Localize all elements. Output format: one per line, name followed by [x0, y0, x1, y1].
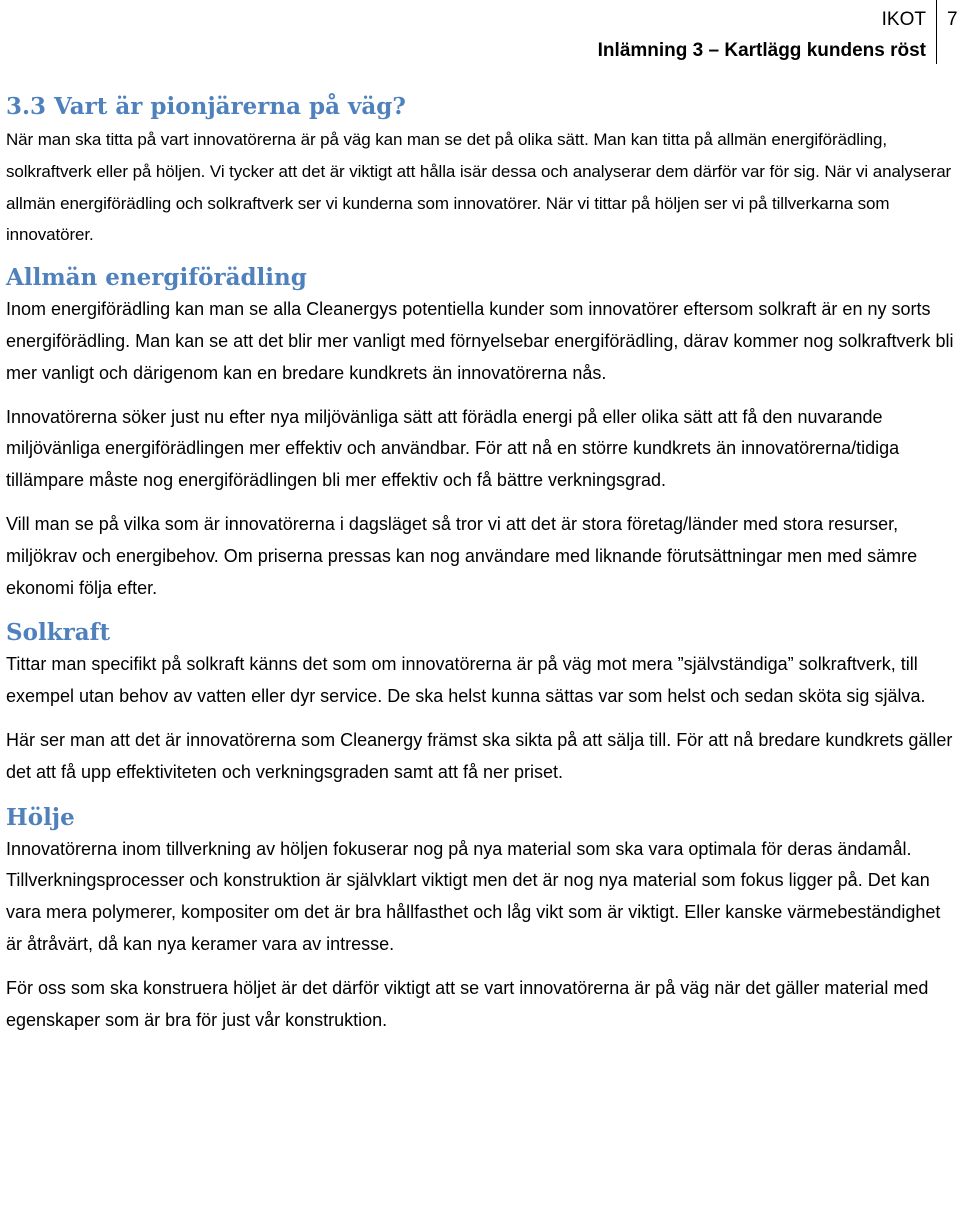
heading-casing: Hölje	[6, 803, 75, 831]
heading-energy: Allmän energiförädling	[6, 264, 307, 292]
casing-paragraph-1: Innovatörerna inom tillverkning av höljen fokuserar nog på nya material som ska vara optimala för deras ändamål. Tillverkningsprocesser och konstruktion är självklart viktigt men det är nog nya material som fokus ligger på. Det kan vara mera polymerer, kompositer om det är bra hållfasthet och låg vikt som är viktigt. Eller kanske värmebeständighet är åtråvärt, då kan nya keramer vara av intresse.	[6, 838, 941, 954]
header-org: IKOT	[881, 9, 926, 30]
casing-paragraph-2: För oss som ska konstruera höljet är det därför viktigt att se vart innovatörerna är på väg när det gäller material med egenskaper som är bra för just vår konstruktion.	[6, 977, 929, 1030]
solar-paragraph-1: Tittar man specifikt på solkraft känns det som om innovatörerna är på väg mot mera ”självständiga” solkraftverk, till exempel utan behov av vatten eller dyr service. De ska helst kunna sättas var som helst och sedan sköta sig själva.	[6, 654, 926, 707]
section-title: 3.3 Vart är pionjärerna på väg?	[6, 93, 406, 120]
document-body	[6, 92, 956, 1036]
page-header	[598, 4, 926, 66]
section-intro: När man ska titta på vart innovatörerna är på väg kan man se det på olika sätt. Man kan titta på allmän energiförädling, solkraftverk eller på höljen. Vi tycker att det är viktigt att hålla isär dessa och analyserar dem därför var för sig. När vi analyserar allmän energiförädling och solkraftverk ser vi kunderna som innovatörer. När vi tittar på höljen ser vi på tillverkarna som innovatörer.	[6, 130, 952, 245]
heading-solar: Solkraft	[6, 619, 111, 647]
solar-paragraph-2: Här ser man att det är innovatörerna som Cleanergy främst ska sikta på att sälja till. För att nå bredare kundkrets gäller det att få upp effektiviteten och verkningsgraden samt att få ner priset.	[6, 729, 953, 782]
header-divider	[936, 0, 937, 64]
energy-paragraph-3: Vill man se på vilka som är innovatörerna i dagsläget så tror vi att det är stora företag/länder med stora resurser, miljökrav och energibehov. Om priserna pressas kan nog användare med liknande förutsättningar men med sämre ekonomi följa efter.	[6, 513, 918, 598]
energy-paragraph-2: Innovatörerna söker just nu efter nya miljövänliga sätt att förädla energi på eller olika sätt att få den nuvarande miljövänliga energiförädlingen mer effektiv och användbar. För att nå en större kundkrets än innovatörerna/tidiga tillämpare måste nog energiförädlingen bli mer effektiv och få bättre verkningsgrad.	[6, 406, 900, 491]
page-number: 7	[947, 9, 958, 30]
energy-paragraph-1: Inom energiförädling kan man se alla Cleanergys potentiella kunder som innovatörer eftersom solkraft är en ny sorts energiförädling. Man kan se att det blir mer vanligt med förnyelsebar energiförädling, därav kommer nog solkraftverk bli mer vanligt och därigenom kan en bredare kundkrets än innovatörerna nås.	[6, 299, 954, 383]
header-subtitle: Inlämning 3 – Kartlägg kundens röst	[597, 40, 926, 61]
